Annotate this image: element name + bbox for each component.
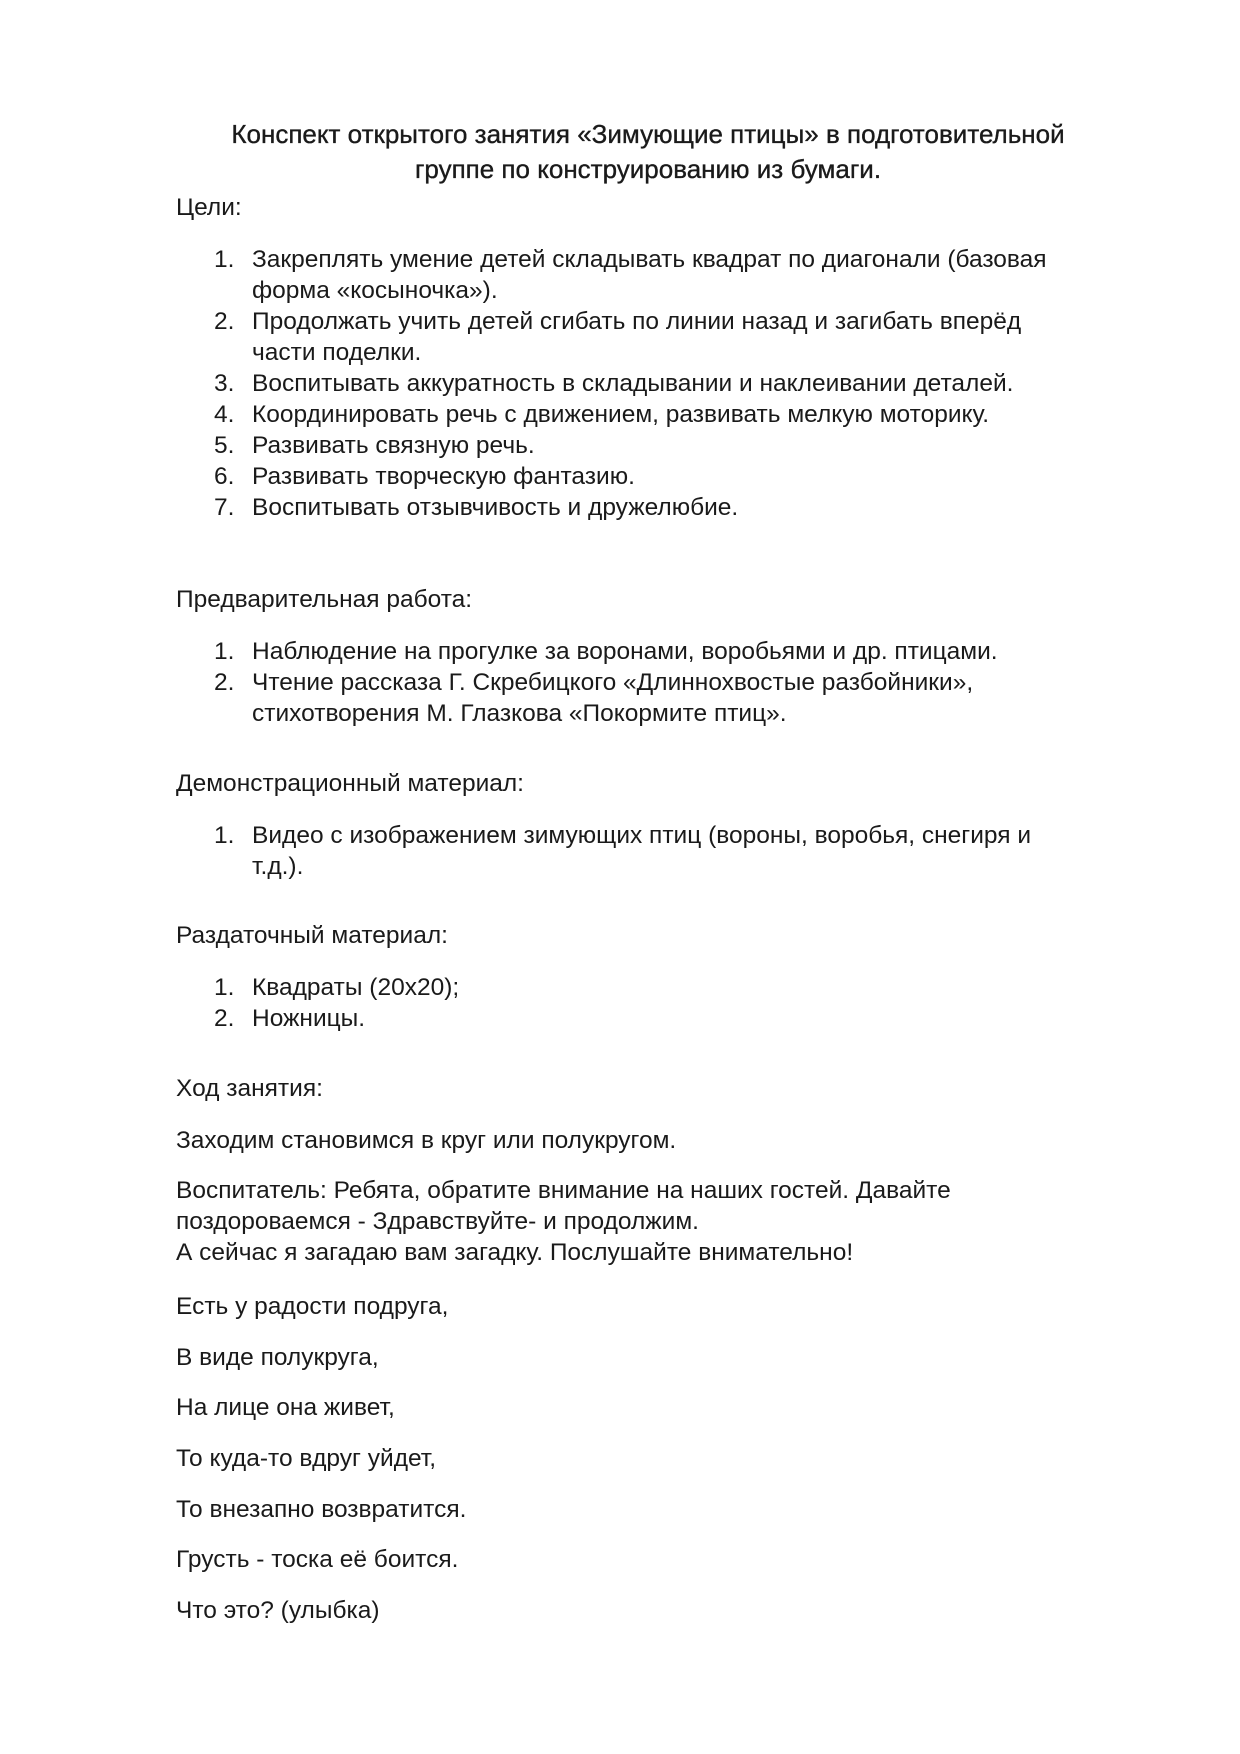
list-item-number: 1. <box>214 822 235 849</box>
list-item-text: части поделки. <box>252 339 422 366</box>
list-item <box>176 306 1166 368</box>
preliminary-list <box>176 636 1166 729</box>
list-item-number: 6. <box>214 463 235 490</box>
goals-list <box>176 244 1166 523</box>
list-item <box>176 244 1166 306</box>
teacher-speech <box>176 1175 1166 1268</box>
list-item-number: 1. <box>214 638 235 665</box>
list-item-number: 2. <box>214 308 235 335</box>
list-item-text: Координировать речь с движением, развивать мелкую моторику. <box>252 401 990 428</box>
list-item-number: 7. <box>214 494 235 521</box>
list-item <box>176 430 1166 461</box>
teacher-speech-line: А сейчас я загадаю вам загадку. Послушайте внимательно! <box>176 1239 854 1266</box>
list-item-number: 4. <box>214 401 235 428</box>
list-item <box>176 972 1166 1003</box>
riddle-line: Грусть - тоска её боится. <box>176 1546 459 1573</box>
riddle-line: Есть у радости подруга, <box>176 1293 449 1320</box>
riddle-line: На лице она живет, <box>176 1394 395 1421</box>
list-item-text: Развивать связную речь. <box>252 432 535 459</box>
riddle-line: В виде полукруга, <box>176 1344 379 1371</box>
riddle-line: То куда-то вдруг уйдет, <box>176 1445 437 1472</box>
title-line-1: Конспект открытого занятия «Зимующие птицы» в подготовительной <box>231 119 1065 149</box>
document-title <box>150 117 1146 187</box>
list-item-number: 5. <box>214 432 235 459</box>
list-item-text: Видео с изображением зимующих птиц (вороны, воробья, снегиря и <box>252 822 1032 849</box>
list-item-number: 2. <box>214 1005 235 1032</box>
preliminary-heading: Предварительная работа: <box>176 586 473 613</box>
list-item <box>176 368 1166 399</box>
list-item-text: стихотворения М. Глазкова «Покормите птиц». <box>252 700 787 727</box>
list-item-number: 3. <box>214 370 235 397</box>
list-item-text: Воспитывать аккуратность в складывании и наклеивании деталей. <box>252 370 1014 397</box>
list-item <box>176 399 1166 430</box>
teacher-speech-line: поздороваемся - Здравствуйте- и продолжим. <box>176 1208 699 1235</box>
handout-heading: Раздаточный материал: <box>176 922 448 949</box>
list-item <box>176 636 1166 667</box>
title-line-2: группе по конструированию из бумаги. <box>414 154 882 184</box>
list-item-text: Продолжать учить детей сгибать по линии назад и загибать вперёд <box>252 308 1022 335</box>
list-item <box>176 1003 1166 1034</box>
list-item-text: Наблюдение на прогулке за воронами, воробьями и др. птицами. <box>252 638 998 665</box>
list-item-text: Квадраты (20х20); <box>252 974 460 1001</box>
list-item-text: форма «косыночка»). <box>252 277 498 304</box>
list-item-text: т.д.). <box>252 853 304 880</box>
list-item-text: Чтение рассказа Г. Скребицкого «Длиннохвостые разбойники», <box>252 669 974 696</box>
list-item-number: 2. <box>214 669 235 696</box>
list-item-text: Закреплять умение детей складывать квадрат по диагонали (базовая <box>252 246 1047 273</box>
list-item <box>176 820 1166 882</box>
list-item-number: 1. <box>214 974 235 1001</box>
teacher-speech-line: Воспитатель: Ребята, обратите внимание на наших гостей. Давайте <box>176 1177 951 1204</box>
lesson-heading: Ход занятия: <box>176 1075 323 1102</box>
riddle-line: То внезапно возвратится. <box>176 1496 467 1523</box>
list-item-text: Развивать творческую фантазию. <box>252 463 635 490</box>
demo-heading: Демонстрационный материал: <box>176 770 524 797</box>
list-item-number: 1. <box>214 246 235 273</box>
goals-heading: Цели: <box>176 194 242 221</box>
list-item <box>176 492 1166 523</box>
list-item <box>176 461 1166 492</box>
list-item-text: Воспитывать отзывчивость и дружелюбие. <box>252 494 739 521</box>
lesson-intro: Заходим становимся в круг или полукругом. <box>176 1127 677 1154</box>
list-item-text: Ножницы. <box>252 1005 366 1032</box>
demo-list <box>176 820 1166 882</box>
handout-list <box>176 972 1166 1034</box>
riddle-line: Что это? (улыбка) <box>176 1597 380 1624</box>
list-item <box>176 667 1166 729</box>
